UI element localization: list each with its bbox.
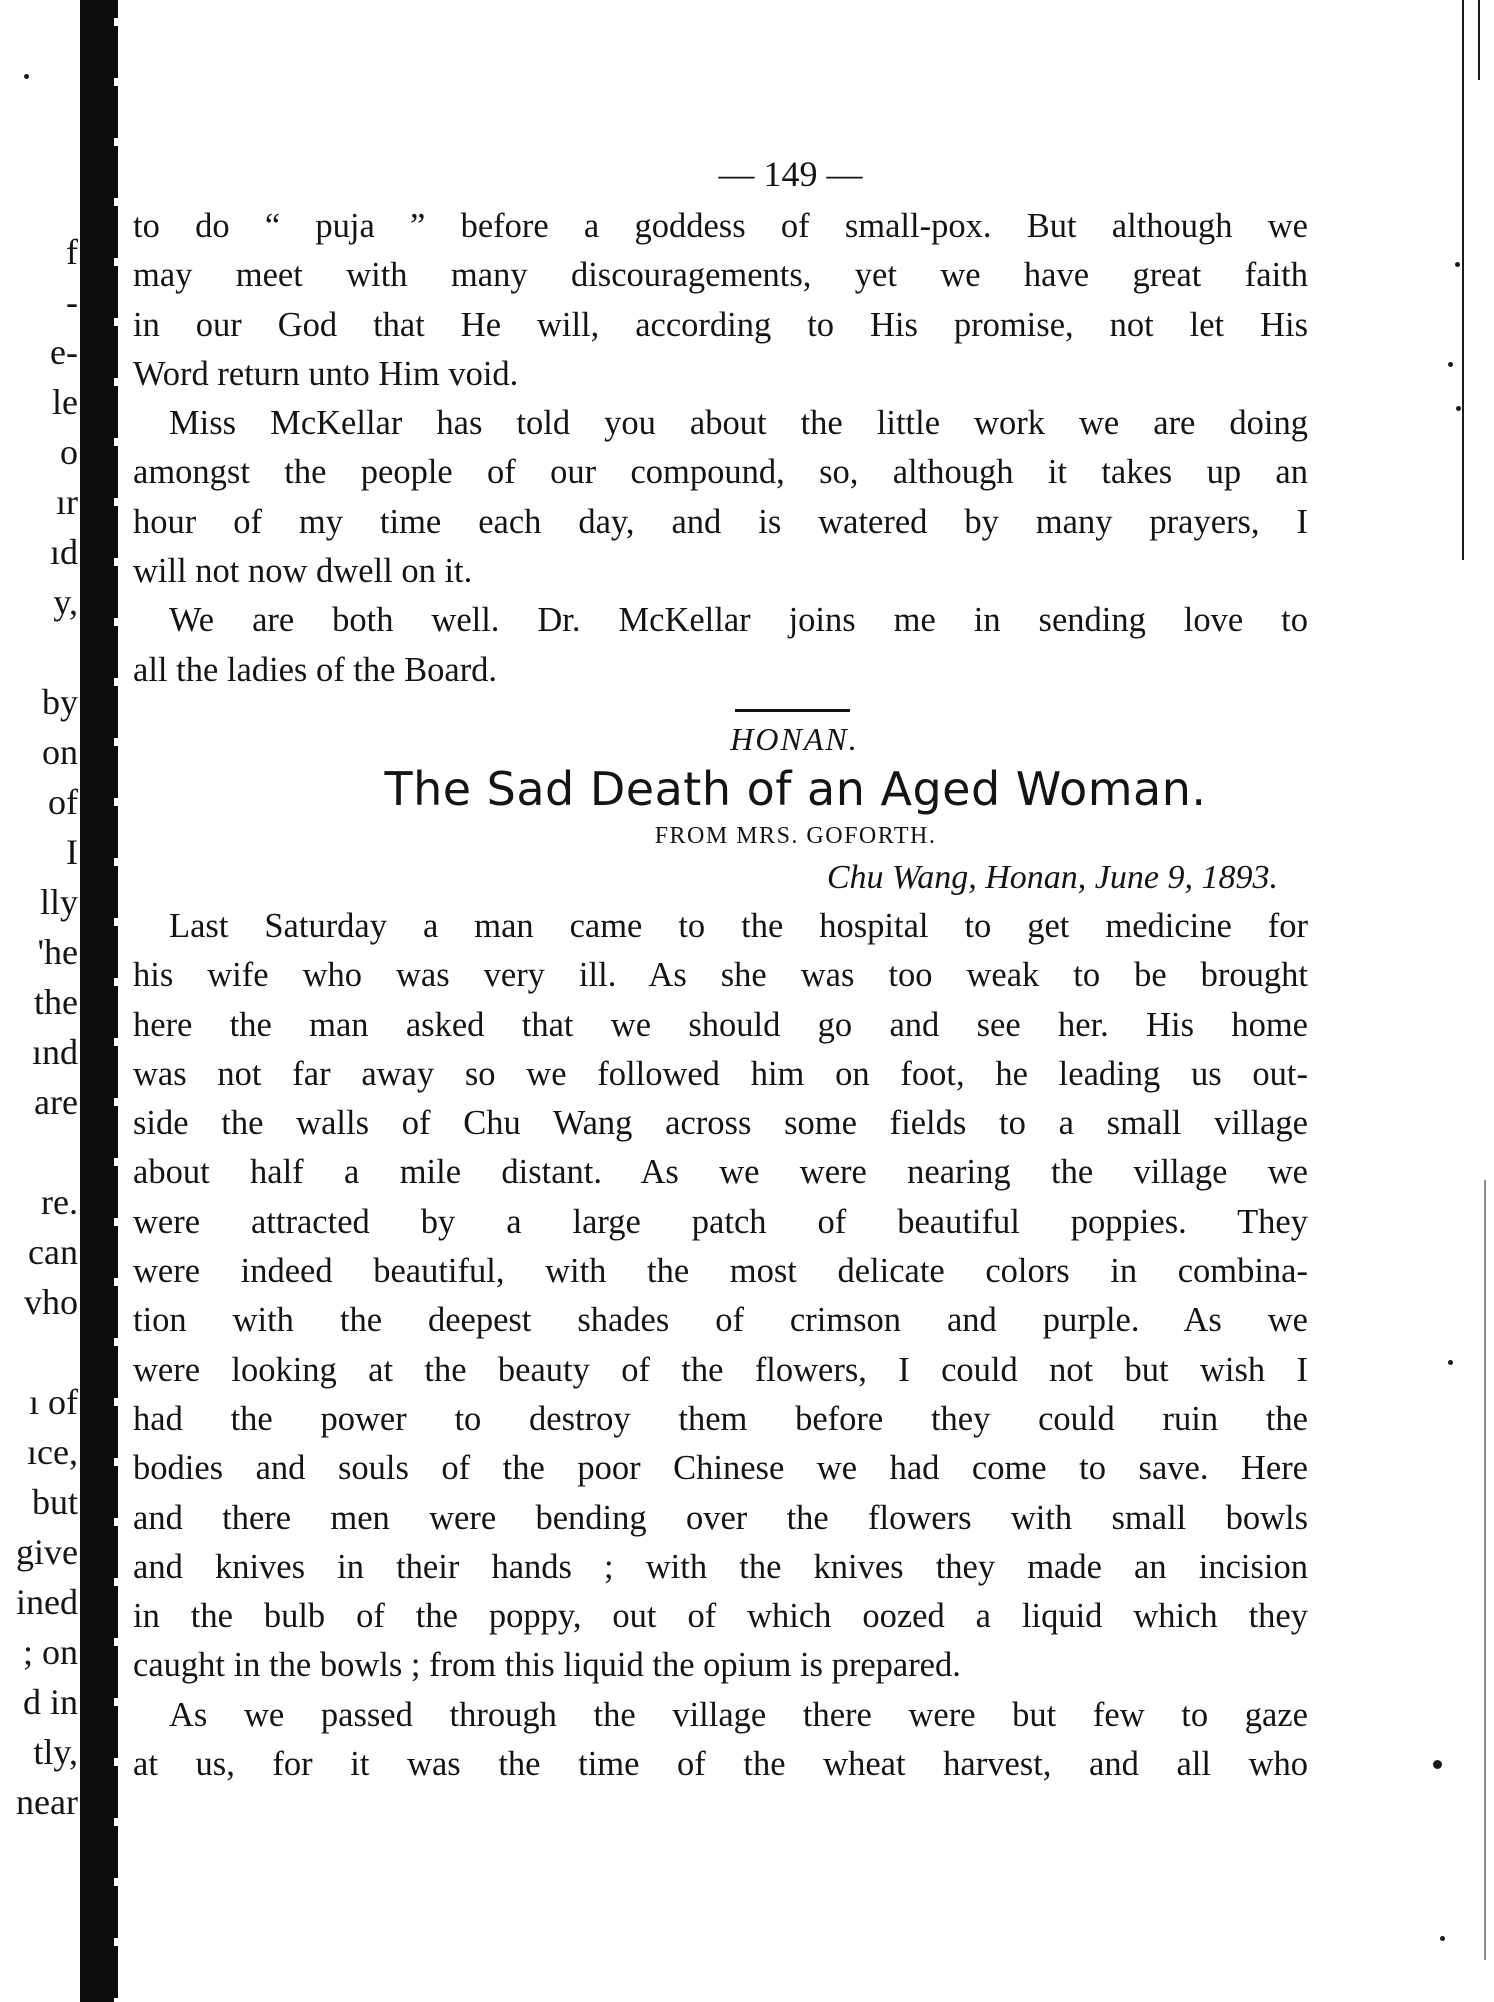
text-line: his wife who was very ill. As she was too weak to be brought [133, 956, 1308, 995]
scan-edge-line [1478, 0, 1480, 80]
fragment-line: give [16, 1532, 78, 1572]
text-line: bodies and souls of the poor Chinese we had come to save. Here [133, 1449, 1308, 1488]
text-line: about half a mile distant. As we were nearing the village we [133, 1153, 1308, 1192]
fragment-line: lly [39, 882, 78, 922]
fragment-line: of [48, 782, 78, 822]
fragment-line: the [34, 982, 78, 1022]
paragraph [133, 1691, 1308, 1790]
fragment-line: 'he [37, 932, 78, 972]
fragment-line: e- [50, 332, 78, 372]
fragment-line: ; on [22, 1632, 78, 1672]
fragment-line: vho [24, 1282, 78, 1322]
page-number: — 149 — [718, 154, 863, 194]
paragraph [133, 902, 1308, 1691]
text-line: As we passed through the village there were but few to gaze [169, 1695, 1308, 1734]
text-line: were attracted by a large patch of beautiful poppies. They [133, 1202, 1308, 1241]
text-line: was not far away so we followed him on foot, he leading us out- [133, 1054, 1308, 1093]
facing-page-fragments [0, 0, 80, 2002]
text-line: side the walls of Chu Wang across some fields to a small village [133, 1104, 1308, 1143]
fragment-line: tly, [33, 1732, 78, 1772]
text-line: had the power to destroy them before they could ruin the [133, 1399, 1308, 1438]
text-line: will not now dwell on it. [133, 552, 473, 591]
text-line: hour of my time each day, and is watered by many prayers, I [133, 502, 1308, 541]
binding-gutter [80, 0, 114, 2002]
ink-speck [1440, 1936, 1445, 1941]
scan-edge-line [1462, 0, 1464, 560]
dateline: Chu Wang, Honan, June 9, 1893. [826, 858, 1278, 896]
byline: FROM MRS. GOFORTH. [654, 822, 937, 849]
fragment-line: ınd [31, 1032, 78, 1072]
text-line: to do “ puja ” before a goddess of small-pox. But although we [133, 207, 1308, 245]
fragment-line: ı of [29, 1382, 78, 1422]
text-line: Miss McKellar has told you about the little work we are doing [169, 404, 1308, 443]
fragment-line: ır [56, 482, 78, 522]
fragment-line: can [28, 1232, 78, 1272]
text-line: and knives in their hands ; with the knives they made an incision [133, 1547, 1308, 1586]
fragment-line: near [16, 1782, 78, 1822]
fragment-line: I [66, 832, 78, 872]
text-line: here the man asked that we should go and see her. His home [133, 1005, 1308, 1044]
fragment-line: on [42, 732, 78, 772]
ink-speck [1455, 262, 1460, 267]
text-line: amongst the people of our compound, so, although it takes up an [133, 453, 1308, 492]
scan-edge-line [1484, 1180, 1486, 1960]
text-line: were indeed beautiful, with the most delicate colors in combina- [133, 1252, 1308, 1291]
fragment-line: ıd [49, 532, 78, 572]
fragment-line: o [60, 432, 78, 472]
text-line: Word return unto Him void. [133, 354, 519, 393]
text-line: tion with the deepest shades of crimson and purple. As we [133, 1301, 1308, 1340]
text-line: may meet with many discouragements, yet we have great faith [133, 256, 1308, 295]
text-line: and there men were bending over the flowers with small bowls [133, 1498, 1308, 1537]
section-heading: HONAN. [730, 720, 859, 757]
text-line: were looking at the beauty of the flowers, I could not but wish I [133, 1350, 1308, 1389]
article-title: The Sad Death of an Aged Woman. [384, 761, 1207, 816]
fragment-line: by [42, 682, 78, 722]
paragraph [133, 596, 1308, 695]
fragment-line: le [52, 382, 78, 422]
fragment-line: ined [16, 1582, 78, 1622]
fragment-line: are [34, 1082, 78, 1122]
fragment-line: - [66, 282, 78, 322]
ink-speck [1448, 1360, 1453, 1365]
fragment-line: ıce, [27, 1432, 78, 1472]
page-body [133, 150, 1308, 1789]
paragraph [133, 399, 1308, 596]
text-line: all the ladies of the Board. [133, 650, 498, 689]
paragraph [133, 202, 1308, 399]
text-line: Last Saturday a man came to the hospital to get medicine for [169, 906, 1308, 945]
text-line: We are both well. Dr. McKellar joins me in sending love to [169, 601, 1308, 640]
fragment-line: re. [41, 1182, 78, 1222]
fragment-line: but [31, 1482, 78, 1522]
fragment-line: f [66, 232, 78, 272]
ink-speck [1448, 362, 1453, 367]
ink-speck [1456, 406, 1461, 411]
section-divider [735, 709, 850, 712]
fragment-line: y, [53, 582, 78, 622]
ink-speck [24, 74, 29, 79]
text-line: in our God that He will, according to His promise, not let His [133, 305, 1308, 344]
text-line: at us, for it was the time of the wheat harvest, and all who [133, 1745, 1308, 1784]
text-line: in the bulb of the poppy, out of which oozed a liquid which they [133, 1597, 1308, 1636]
ink-speck [1433, 1760, 1442, 1769]
fragment-line: d in [22, 1682, 78, 1722]
text-line: caught in the bowls ; from this liquid the opium is prepared. [133, 1646, 961, 1685]
